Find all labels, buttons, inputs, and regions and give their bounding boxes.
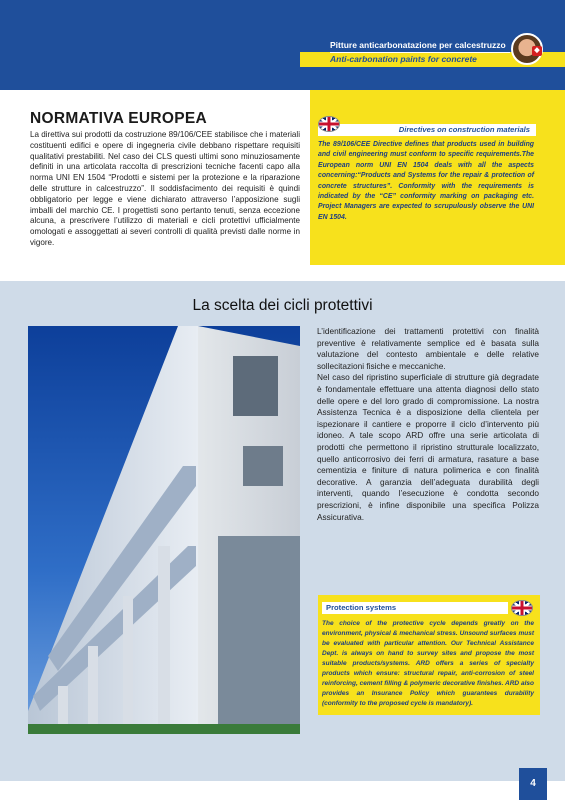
cicli-paragraph-1: L’identificazione dei trattamenti protettivi con finalità preventive è relativamente semplice ed è basata sulla valutazione del contesto ambientale e delle relative sollecitazioni fisiche e meccaniche.: [317, 326, 539, 371]
protection-body: The choice of the protective cycle depends greatly on the environment, physical & mechanical stress. Unsound surfaces must be evaluated with particular attention. Our Technical Assistance Dept. is always on hand to survey sites and propose the most suitable products/systems. ARD offers a series of specialty products which ensure: structural repair, anti-corrosion of steel reinforcing, cement filling & polymeric decorative finishes. ARD also provides an Insurance Policy which guarantees durability (conformity to the proposed cycle is mandatory).: [322, 620, 534, 707]
uk-flag-icon: [318, 116, 340, 132]
header-divider: [330, 52, 510, 53]
cicli-heading: La scelta dei cicli protettivi: [192, 297, 373, 314]
logo-badge-icon: ◆: [532, 46, 542, 56]
protection-title: Protection systems: [322, 602, 508, 614]
header-title-it: Pitture anticarbonatazione per calcestruzzo: [300, 38, 540, 52]
page-number: 4: [519, 768, 547, 800]
normativa-body: La direttiva sui prodotti da costruzione 89/106/CEE stabilisce che i materiali costituenti edifici e opere di ingegneria civile debbano rispettare requisiti qualitativi prestabiliti. Nel caso dei CLS questi ultimi sono minuziosamente definiti in una articolata raccolta di prescrizioni tecniche facenti capo alla norma UNI EN 1504 “Prodotti e sistemi per la protezione e la riparazione delle strutture in calcestruzzo”. Il soddisfacimento dei requisiti è quindi obbligatorio per legge e viene dichiarato attraverso l’apposizione sugli imballi del marchio CE. I progettisti sono pertanto tenuti, senza eccezione alcuna, a prescrivere l’utilizzo di materiali e cicli protettivi ufficialmente omologati e assoggettati ai severi controlli di qualità previsti dalle norme in vigore.: [30, 130, 300, 247]
directives-body: The 89/106/CEE Directive defines that products used in building and civil engineering must conform to specific requirements.The European norm UNI EN 1504 deals with all the aspects concerning:“Products and Systems for the repair & protection of concrete structures”. Conformity with the requirements is indicated by the “CE” conformity marking on packaging etc. Project Managers are expected to scrupulously observe the UNI EN 1504.: [318, 141, 534, 221]
normativa-heading: NORMATIVA EUROPEA: [30, 110, 208, 127]
header-title-en: Anti-carbonation paints for concrete: [300, 52, 565, 67]
cicli-paragraph-2: Nel caso del ripristino superficiale di strutture già degradate è fondamentale effettuare una attenta diagnosi dello stato delle opere e del loro grado di compromissione. La nostra Assistenza Tecnica è a disposizione della clientela per ispezionare il cantiere e proporre il ciclo d’intervento più idoneo. A tale scopo ARD offre una serie articolata di prodotti che permettono il ripristino strutturale localizzato, quello anticorrosivo dei ferri di armatura, rasature a base cementizia e finiture di natura polimerica e con finalità decorative. A garanzia dell’adeguata durabilità degli interventi, quando l’esecuzione è condotta secondo prescrizioni, è infine disponibile una specifica Polizza Assicurativa.: [317, 372, 539, 522]
cicli-body: [317, 326, 539, 523]
building-photo: [28, 326, 300, 734]
directives-title: Directives on construction materials: [318, 124, 536, 136]
uk-flag-icon: [511, 600, 533, 616]
